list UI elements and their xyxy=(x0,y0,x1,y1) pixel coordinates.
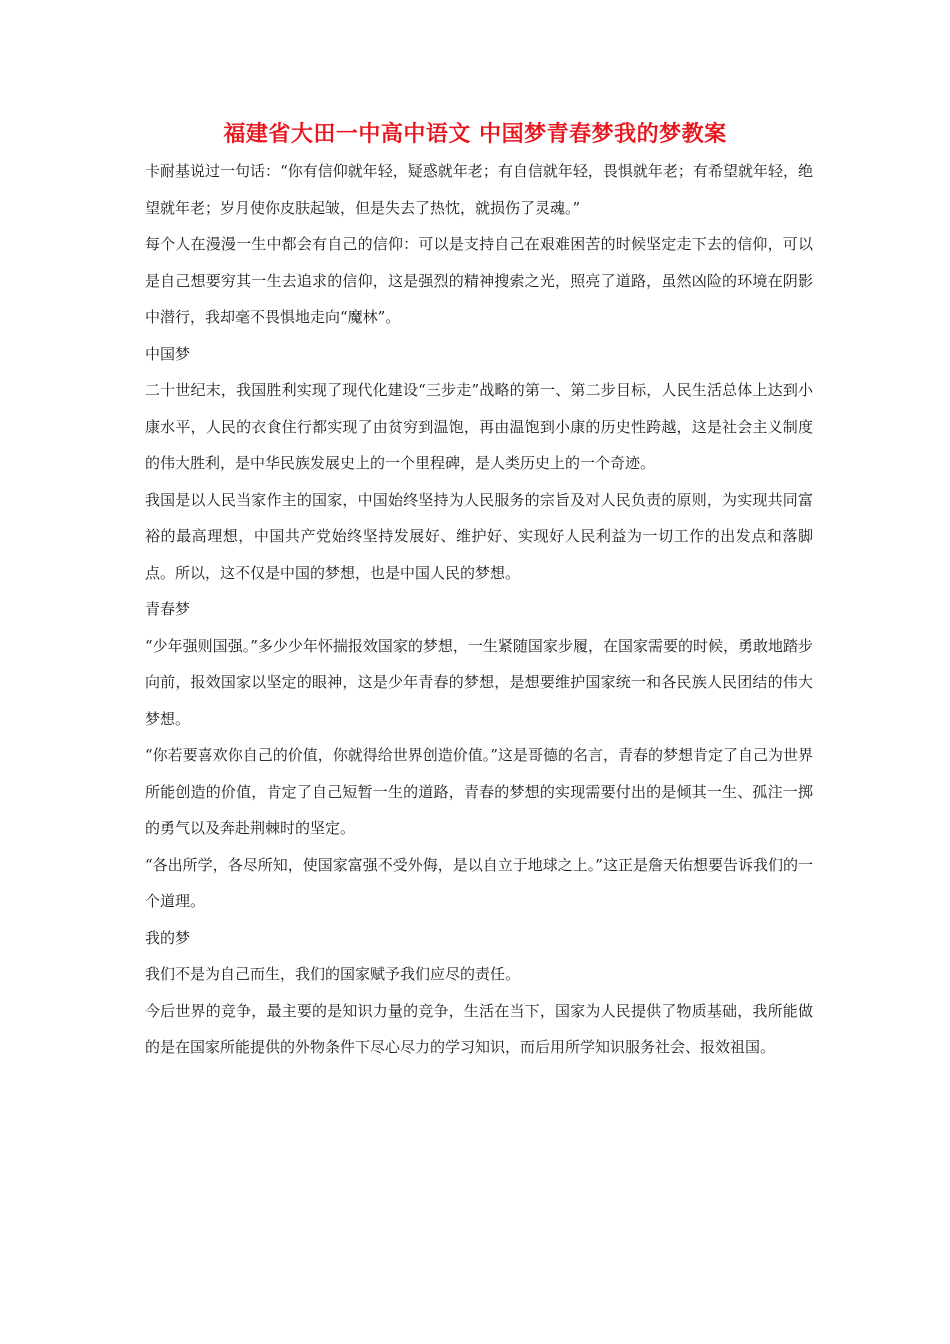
paragraph-my-dream-2: 今后世界的竞争，最主要的是知识力量的竞争，生活在当下，国家为人民提供了物质基础，我所能做的是在国家所能提供的外物条件下尽心尽力的学习知识，而后用所学知识服务社会、报效祖国。 xyxy=(145,1001,813,1056)
section-heading-china-dream: 中国梦 xyxy=(145,344,191,363)
paragraph-my-dream-1: 我们不是为自己而生，我们的国家赋予我们应尽的责任。 xyxy=(145,965,521,983)
paragraph-belief: 每个人在漫漫一生中都会有自己的信仰：可以是支持自己在艰难困苦的时候坚定走下去的信仰，可以是自己想要穷其一生去追求的信仰，这是强烈的精神搜索之光，照亮了道路，虽然凶险的环境在阴影中潜行，我却毫不畏惧地走向“魔林”。 xyxy=(145,235,813,326)
paragraph-youth-dream-1: “少年强则国强。”多少少年怀揣报效国家的梦想，一生紧随国家步履，在国家需要的时候，勇敢地踏步向前，报效国家以坚定的眼神，这是少年青春的梦想，是想要维护国家统一和各民族人民团结的伟大梦想。 xyxy=(145,636,813,728)
document-body xyxy=(145,153,813,1066)
paragraph-china-dream-1: 二十世纪末，我国胜利实现了现代化建设“三步走”战略的第一、第二步目标，人民生活总体上达到小康水平，人民的衣食住行都实现了由贫穷到温饱，再由温饱到小康的历史性跨越，这是社会主义制度的伟大胜利，是中华民族发展史上的一个里程碑，是人类历史上的一个奇迹。 xyxy=(145,381,813,472)
paragraph-china-dream-2: 我国是以人民当家作主的国家，中国始终坚持为人民服务的宗旨及对人民负责的原则，为实现共同富裕的最高理想，中国共产党始终坚持发展好、维护好、实现好人民利益为一切工作的出发点和落脚点。所以，这不仅是中国的梦想，也是中国人民的梦想。 xyxy=(145,490,813,582)
section-heading-my-dream: 我的梦 xyxy=(145,928,191,947)
paragraph-youth-dream-2: “你若要喜欢你自己的价值，你就得给世界创造价值。”这是哥德的名言，青春的梦想肯定了自己为世界所能创造的价值，肯定了自己短暂一生的道路，青春的梦想的实现需要付出的是倾其一生、孤注一掷的勇气以及奔赴荆棘时的坚定。 xyxy=(145,746,813,837)
paragraph-quote-carnegie: 卡耐基说过一句话：“你有信仰就年轻，疑惑就年老；有自信就年轻，畏惧就年老；有希望就年轻，绝望就年老；岁月使你皮肤起皱，但是失去了热忱，就损伤了灵魂。” xyxy=(145,162,813,217)
document-title: 福建省大田一中高中语文 中国梦青春梦我的梦教案 xyxy=(223,121,727,147)
paragraph-youth-dream-3: “各出所学，各尽所知，使国家富强不受外侮，是以自立于地球之上。”这正是詹天佑想要告诉我们的一个道理。 xyxy=(145,855,813,910)
section-heading-youth-dream: 青春梦 xyxy=(145,600,191,618)
